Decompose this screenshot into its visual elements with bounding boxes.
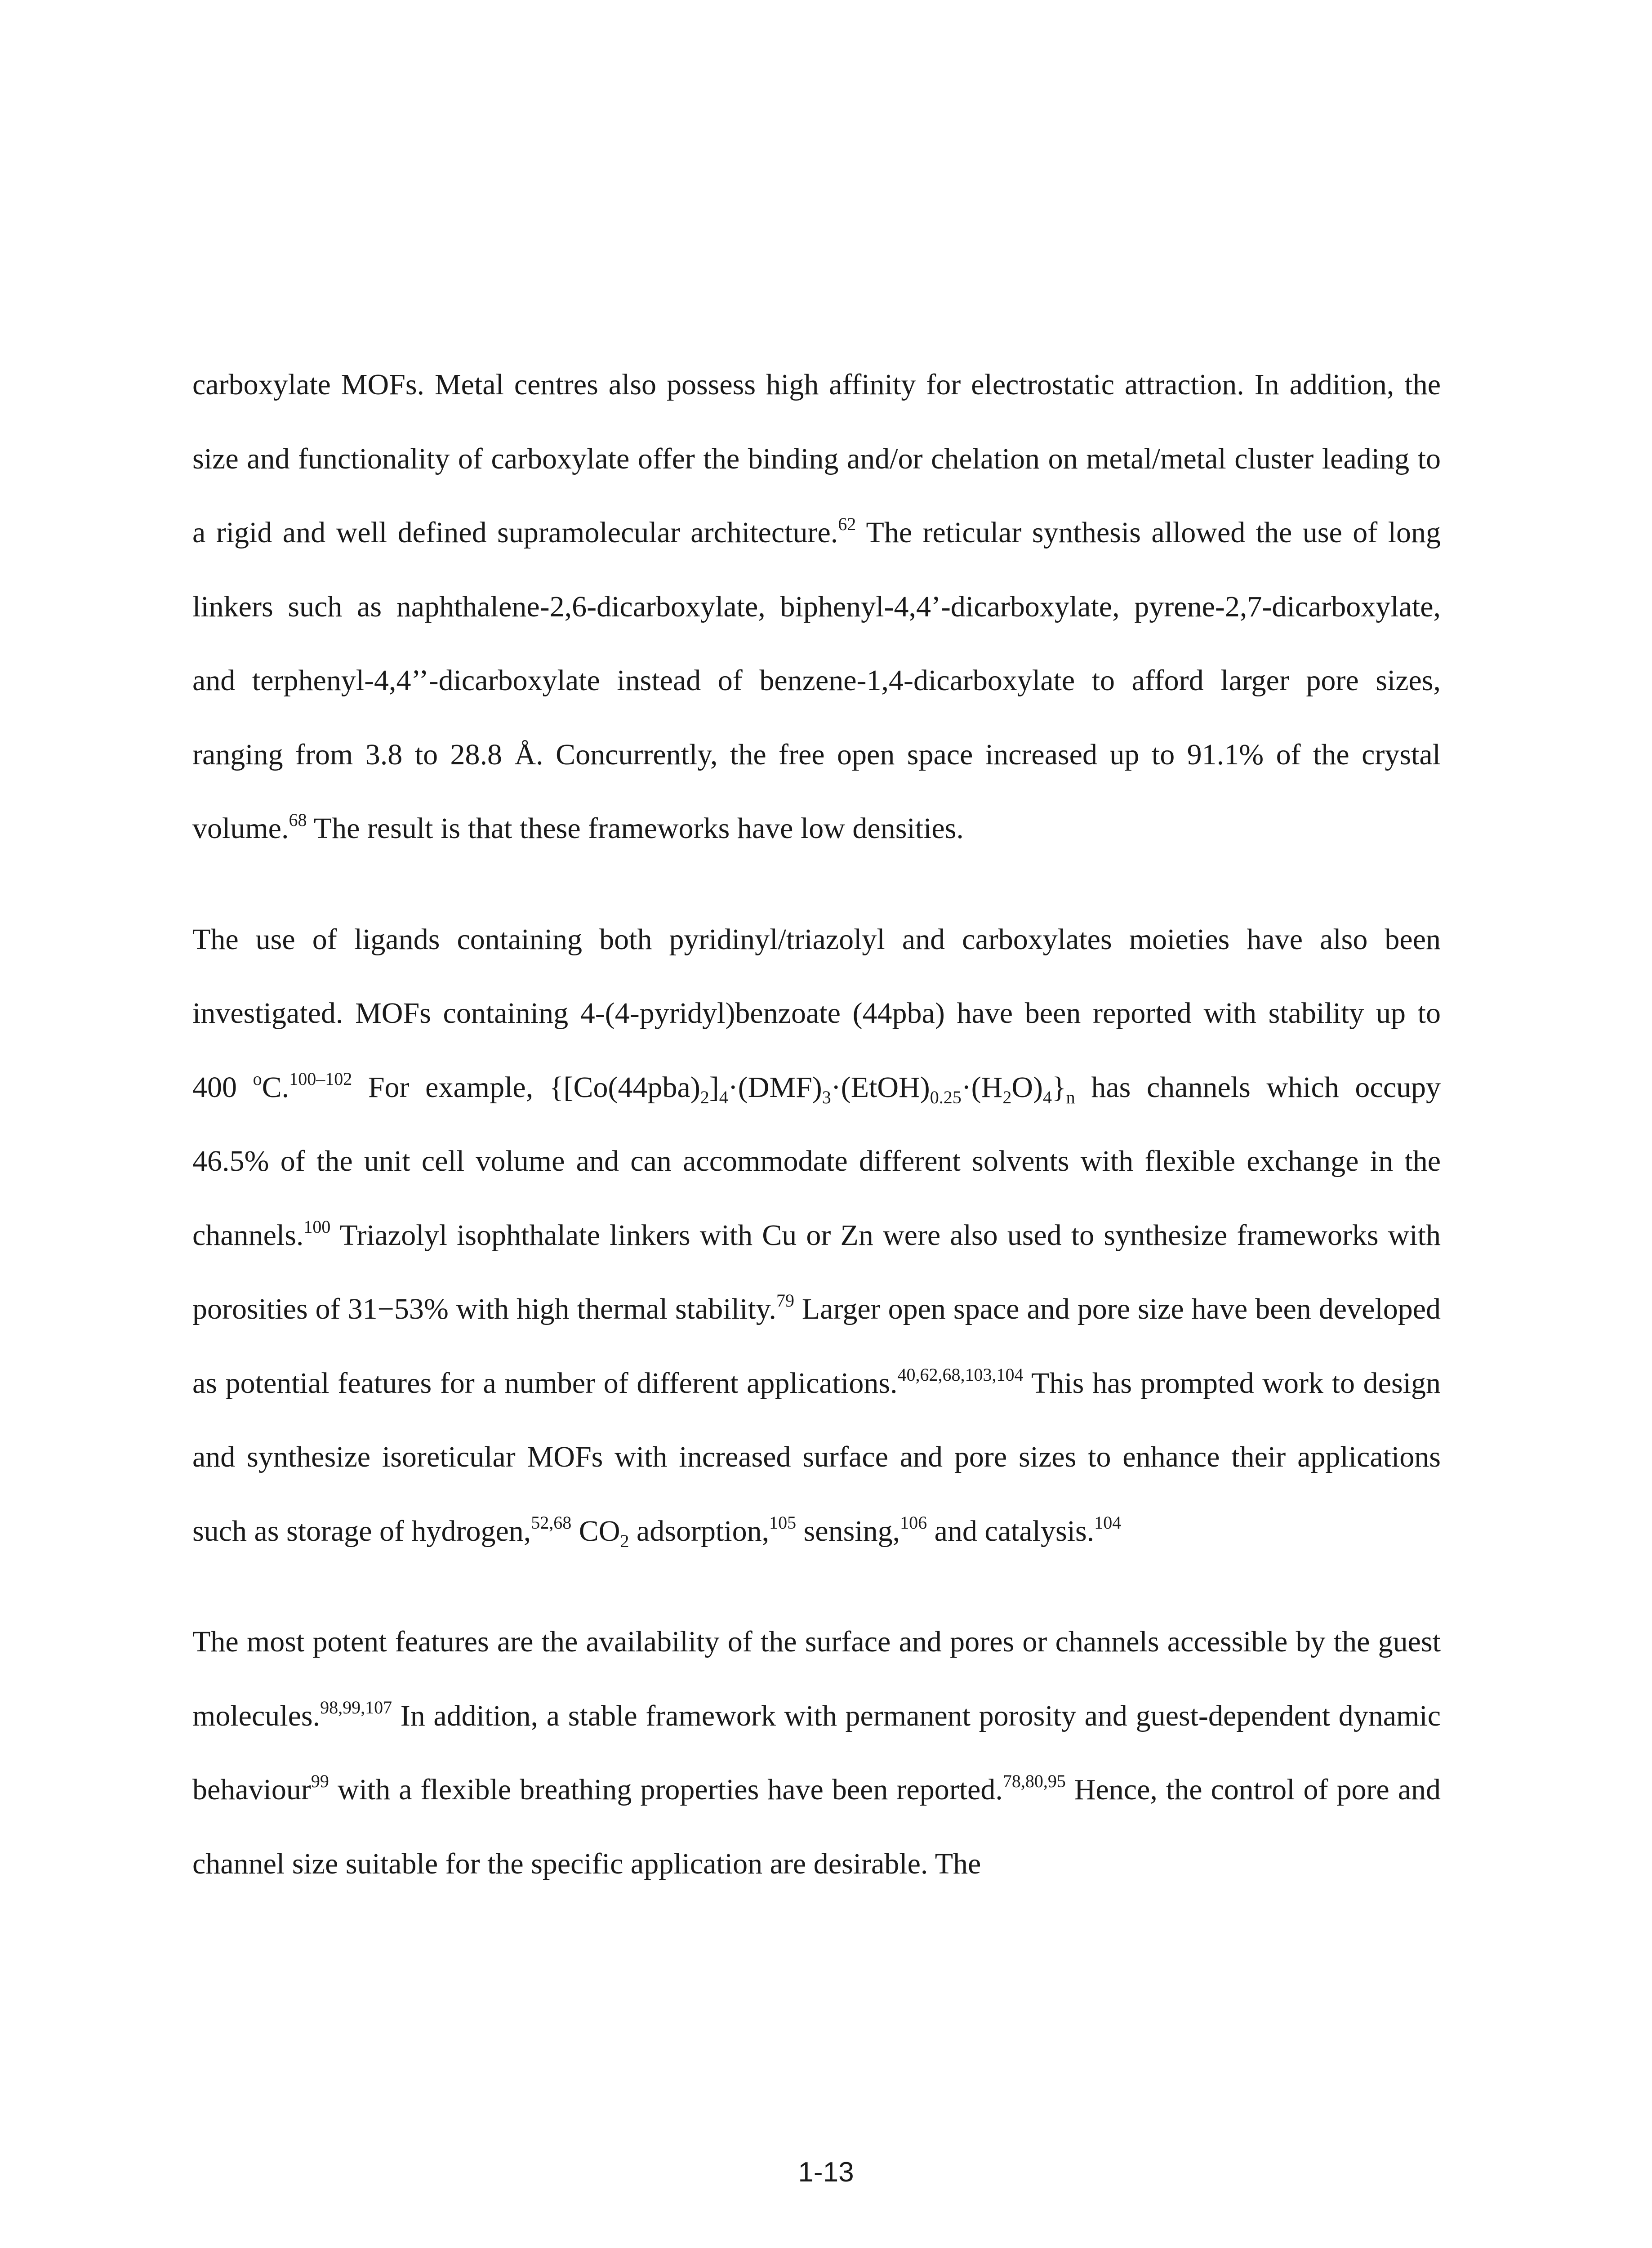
- subscript: 2: [700, 1087, 709, 1107]
- paragraph: [192, 1605, 1441, 1901]
- text-run: ]: [709, 1070, 719, 1104]
- citation-superscript: 40,62,68,103,104: [897, 1364, 1024, 1385]
- subscript: 3: [822, 1087, 831, 1107]
- text-run: has channels which occupy 46.5% of the unit cell volume and can accommodate different solvents with flexible exchange in the channels.: [192, 1070, 1441, 1252]
- text-run: The result is that these frameworks have low densities.: [307, 812, 964, 845]
- citation-superscript: 100: [303, 1216, 331, 1237]
- subscript: 0.25: [930, 1087, 962, 1107]
- text-run: O): [1011, 1070, 1043, 1104]
- paragraph: [192, 348, 1441, 866]
- text-run: carboxylate MOFs. Metal centres also possess high affinity for electrostatic attraction. In addition, the size and functionality of carboxylate offer the binding and/or chelation on metal/metal cluster leading to a rigid and well defined supramolecular architecture.: [192, 368, 1441, 549]
- text-run: Larger open space and pore size have been developed as potential features for a number of different applications.: [192, 1293, 1441, 1400]
- citation-superscript: 62: [838, 514, 856, 534]
- subscript: n: [1066, 1087, 1075, 1107]
- text-run: ·(DMF): [728, 1070, 822, 1104]
- text-run: ·(EtOH): [831, 1070, 930, 1104]
- citation-superscript: 100–102: [289, 1068, 352, 1089]
- text-run: ·(H: [961, 1070, 1003, 1104]
- text-run: The reticular synthesis allowed the use of long linkers such as naphthalene-2,6-dicarboxylate, biphenyl-4,4’-dicarboxylate, pyrene-2,7-dicarboxylate, and terphenyl-4,4’’-dicarboxylate instead of benzene-1,4-dicarboxylate to afford larger pore sizes, ranging from 3.8 to 28.8 Å. Concurrently, the free open space increased up to 91.1% of the crystal volume.: [192, 516, 1441, 845]
- citation-superscript: o: [253, 1068, 262, 1089]
- page-number: 1-13: [798, 2157, 854, 2188]
- text-run: This has prompted work to design and synthesize isoreticular MOFs with increased surface and pore sizes to enhance their applications such as storage of hydrogen,: [192, 1366, 1441, 1548]
- text-run: The use of ligands containing both pyridinyl/triazolyl and carboxylates moieties have also been investigated. MOFs containing 4-(4-pyridyl)benzoate (44pba) have been reported with stability up to 400: [192, 923, 1441, 1104]
- text-run: Triazolyl isophthalate linkers with Cu or Zn were also used to synthesize frameworks with porosities of 31−53% with high thermal stability.: [192, 1218, 1441, 1325]
- citation-superscript: 105: [769, 1512, 797, 1533]
- text-run: In addition, a stable framework with permanent porosity and guest-dependent dynamic behaviour: [192, 1699, 1441, 1806]
- text-run: The most potent features are the availability of the surface and pores or channels accessible by the guest molecules.: [192, 1625, 1441, 1732]
- text-run: sensing,: [796, 1514, 900, 1548]
- citation-superscript: 98,99,107: [320, 1697, 392, 1717]
- text-run: and catalysis.: [927, 1514, 1095, 1548]
- citation-superscript: 78,80,95: [1002, 1771, 1066, 1791]
- citation-superscript: 52,68: [531, 1512, 572, 1533]
- citation-superscript: 104: [1094, 1512, 1122, 1533]
- body-text: [192, 348, 1441, 1901]
- citation-superscript: 79: [776, 1290, 794, 1311]
- subscript: 2: [1002, 1087, 1012, 1107]
- subscript: 4: [1042, 1087, 1052, 1107]
- text-run: For example, {[Co(44pba): [352, 1070, 700, 1104]
- subscript: 4: [719, 1087, 728, 1107]
- text-run: }: [1051, 1070, 1066, 1104]
- text-run: C.: [262, 1070, 289, 1104]
- text-run: CO: [571, 1514, 620, 1548]
- citation-superscript: 99: [311, 1771, 329, 1791]
- text-run: with a flexible breathing properties have been reported.: [329, 1773, 1003, 1806]
- paragraph: [192, 903, 1441, 1569]
- citation-superscript: 68: [289, 810, 307, 830]
- subscript: 2: [620, 1530, 629, 1551]
- text-run: Hence, the control of pore and channel size suitable for the specific application are desirable. The: [192, 1773, 1441, 1880]
- citation-superscript: 106: [900, 1512, 927, 1533]
- text-run: adsorption,: [629, 1514, 770, 1548]
